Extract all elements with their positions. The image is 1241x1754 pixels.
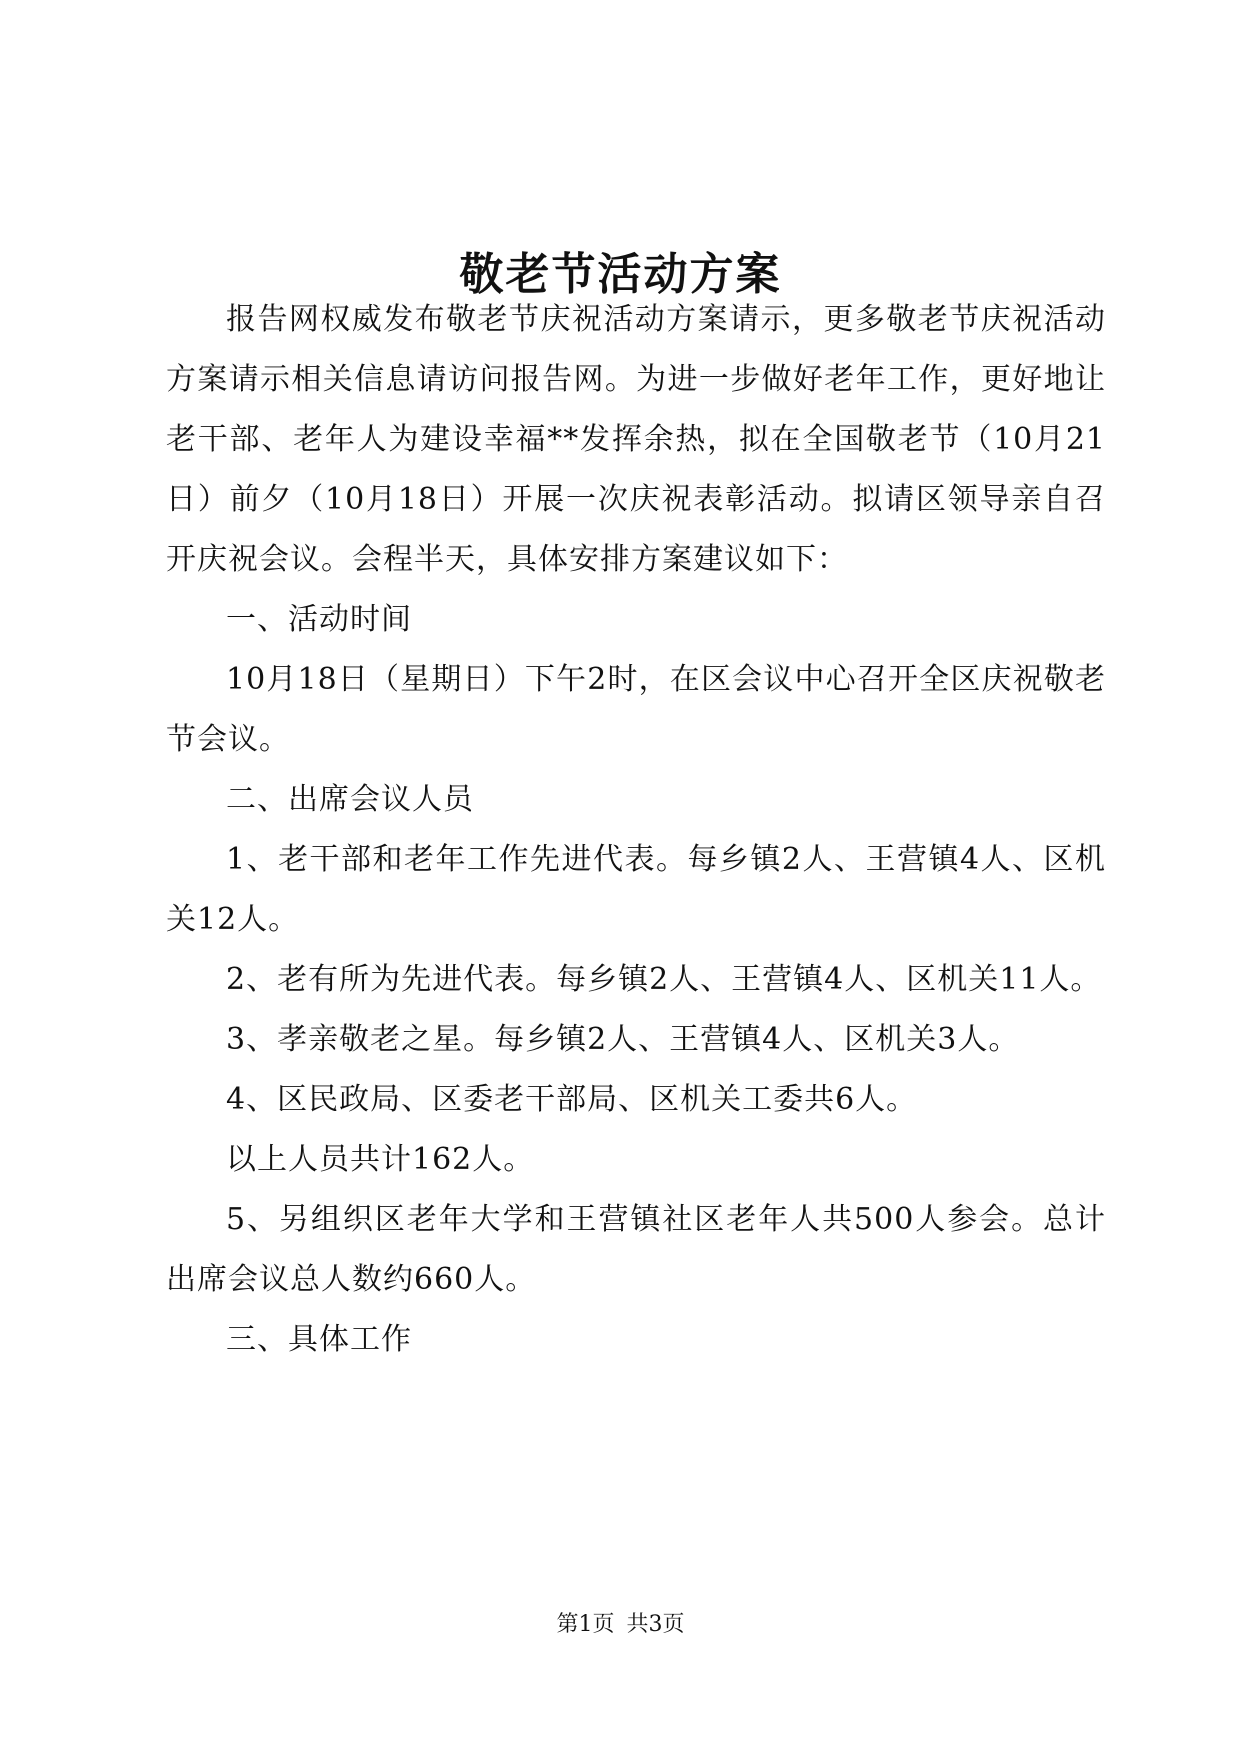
attendee-item-5: 5、另组织区老年大学和王营镇社区老年人共500人参会。总计出席会议总人数约660人。 bbox=[166, 1202, 1106, 1297]
page-footer bbox=[0, 1610, 1241, 1640]
attendee-item-1: 1、老干部和老年工作先进代表。每乡镇2人、王营镇4人、区机关12人。 bbox=[166, 842, 1106, 937]
attendee-subtotal: 以上人员共计162人。 bbox=[226, 1142, 535, 1177]
page-total: 共3页 bbox=[626, 1612, 685, 1637]
attendee-item-2: 2、老有所为先进代表。每乡镇2人、王营镇4人、区机关11人。 bbox=[226, 962, 1102, 997]
section-heading-attendees: 二、出席会议人员 bbox=[226, 782, 474, 817]
document-body bbox=[166, 290, 1106, 1370]
document-title: 敬老节活动方案 bbox=[459, 249, 782, 301]
section-heading-activity-time: 一、活动时间 bbox=[226, 602, 412, 637]
attendee-item-3: 3、孝亲敬老之星。每乡镇2人、王营镇4人、区机关3人。 bbox=[226, 1022, 1020, 1057]
intro-paragraph: 报告网权威发布敬老节庆祝活动方案请示，更多敬老节庆祝活动方案请示相关信息请访问报告网。为进一步做好老年工作，更好地让老干部、老年人为建设幸福**发挥余热，拟在全国敬老节（10月21日）前夕（10月18日）开展一次庆祝表彰活动。拟请区领导亲自召开庆祝会议。会程半天，具体安排方案建议如下： bbox=[166, 302, 1106, 577]
page-number: 第1页 bbox=[556, 1612, 615, 1637]
attendee-item-4: 4、区民政局、区委老干部局、区机关工委共6人。 bbox=[226, 1082, 918, 1117]
section-heading-specific-work: 三、具体工作 bbox=[226, 1322, 412, 1357]
activity-time-paragraph: 10月18日（星期日）下午2时，在区会议中心召开全区庆祝敬老节会议。 bbox=[166, 662, 1106, 757]
